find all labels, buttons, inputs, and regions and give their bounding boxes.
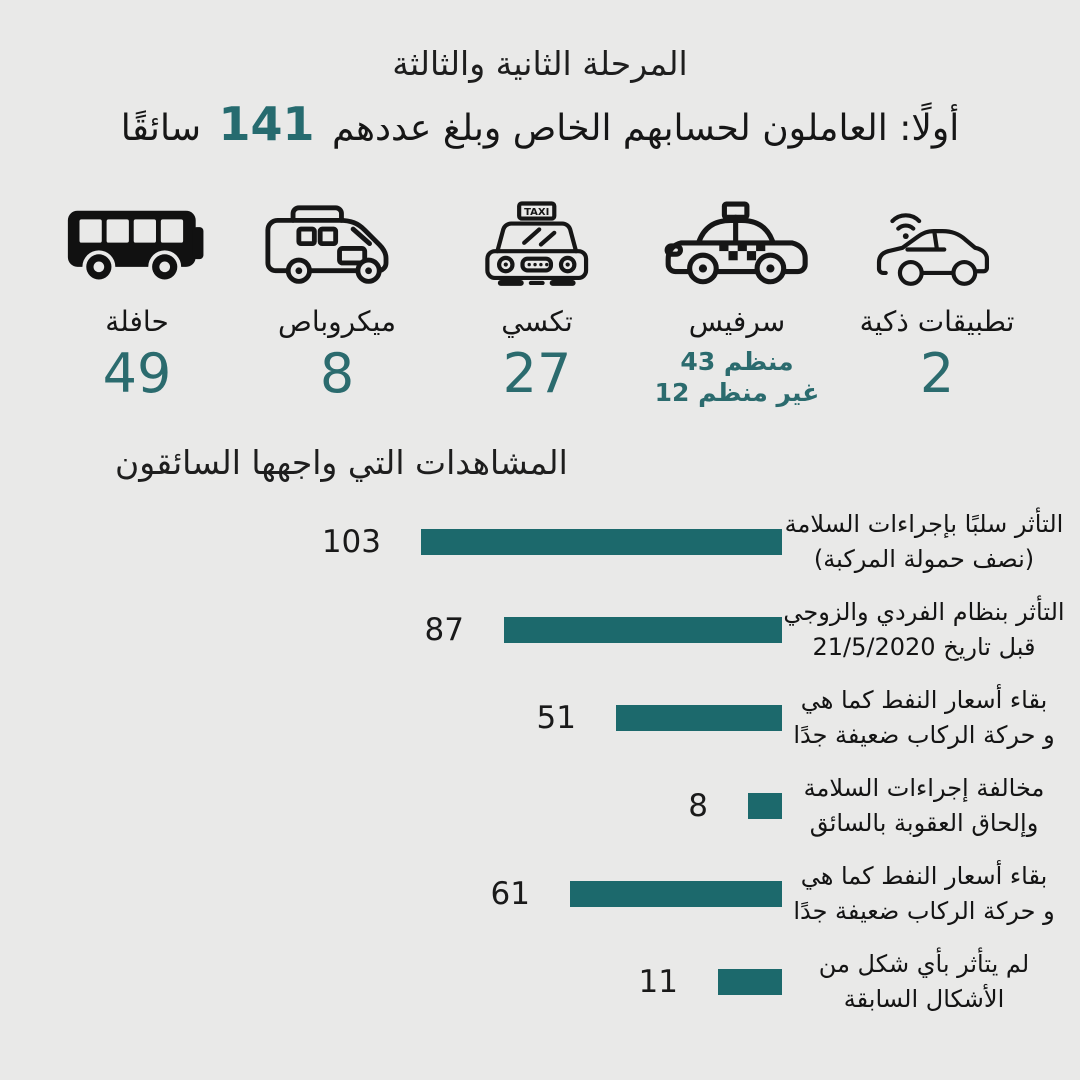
vehicle-column [642,197,832,417]
bar [718,969,782,995]
bar-label: لم يتأثر بأي شكل من الأشكال السابقة [818,950,1030,1013]
subtitle-suffix: سائقًا [120,108,202,149]
vehicle-sub-counts [655,346,820,409]
service-taxi-icon [660,201,813,293]
bar-track [297,498,782,586]
bar [570,881,782,907]
bar-track [297,586,782,674]
bar-row [0,850,1080,938]
chart-title: المشاهدات التي واجهها السائقون [115,443,568,482]
vehicle-label: تطبيقات ذكية [859,305,1015,338]
bar [616,705,782,731]
bar-track [297,762,782,850]
smart-app-car-icon-wrap [874,197,999,293]
vehicle-column [842,197,1032,417]
bar-row [0,674,1080,762]
bar-label: بقاء أسعار النفط كما هي و حركة الركاب ضعيفة جدًا [793,862,1055,925]
vehicle-sub-count: منظم 43 [680,347,794,376]
service-taxi-icon-wrap [660,197,813,293]
bar-track [297,938,782,1026]
vehicle-sub-count: غير منظم 12 [654,378,820,408]
smart-app-car-icon [874,201,999,293]
bar-row [0,762,1080,850]
vehicle-label: حافلة [105,305,169,338]
bar-track [297,850,782,938]
taxi-front-icon-wrap [474,197,599,293]
taxi-front-icon [474,201,599,293]
bar-chart [0,498,1080,1026]
vehicle-label: تكسي [501,305,573,338]
bar-label: التأثر سلبًا بإجراءات السلامة (نصف حمولة المركبة) [784,510,1064,573]
bar [504,617,782,643]
vehicle-label: سرفيس [688,305,786,338]
page-title: المرحلة الثانية والثالثة [392,44,688,83]
bar-value: 11 [638,964,678,1000]
bar-row [0,586,1080,674]
vehicle-label: ميكروباص [277,305,397,338]
subtitle-prefix: أولًا: العاملون لحسابهم الخاص وبلغ عددهم [332,108,960,149]
vehicle-column [442,197,632,417]
bar-label: بقاء أسعار النفط كما هي و حركة الركاب ضعيفة جدًا [793,686,1055,749]
page-subtitle [0,97,1080,151]
bar [748,793,782,819]
vehicle-stats-row [0,197,1080,417]
subtitle-driver-count: 141 [218,97,315,151]
bar-value: 103 [321,524,381,560]
bar-track [297,674,782,762]
vehicle-column [42,197,232,417]
vehicle-count: 49 [102,342,172,405]
microbus-icon [264,201,409,293]
bar-label: مخالفة إجراءات السلامة وإلحاق العقوبة بالسائق [803,774,1045,837]
bus-icon-wrap [64,197,209,293]
bar-row [0,498,1080,586]
bar-value: 61 [490,876,530,912]
bar-label: التأثر بنظام الفردي والزوجي قبل تاريخ 21/5/2020 [783,598,1065,661]
svg-text:TAXI: TAXI [524,207,550,219]
bar [421,529,782,555]
bar-value: 87 [424,612,464,648]
bus-icon [64,201,209,293]
bar-row [0,938,1080,1026]
vehicle-column [242,197,432,417]
bar-value: 51 [536,700,576,736]
vehicle-count: 8 [319,342,355,405]
bar-value: 8 [688,788,708,824]
microbus-icon-wrap [264,197,409,293]
vehicle-count: 2 [919,342,955,405]
vehicle-count: 27 [502,342,572,405]
